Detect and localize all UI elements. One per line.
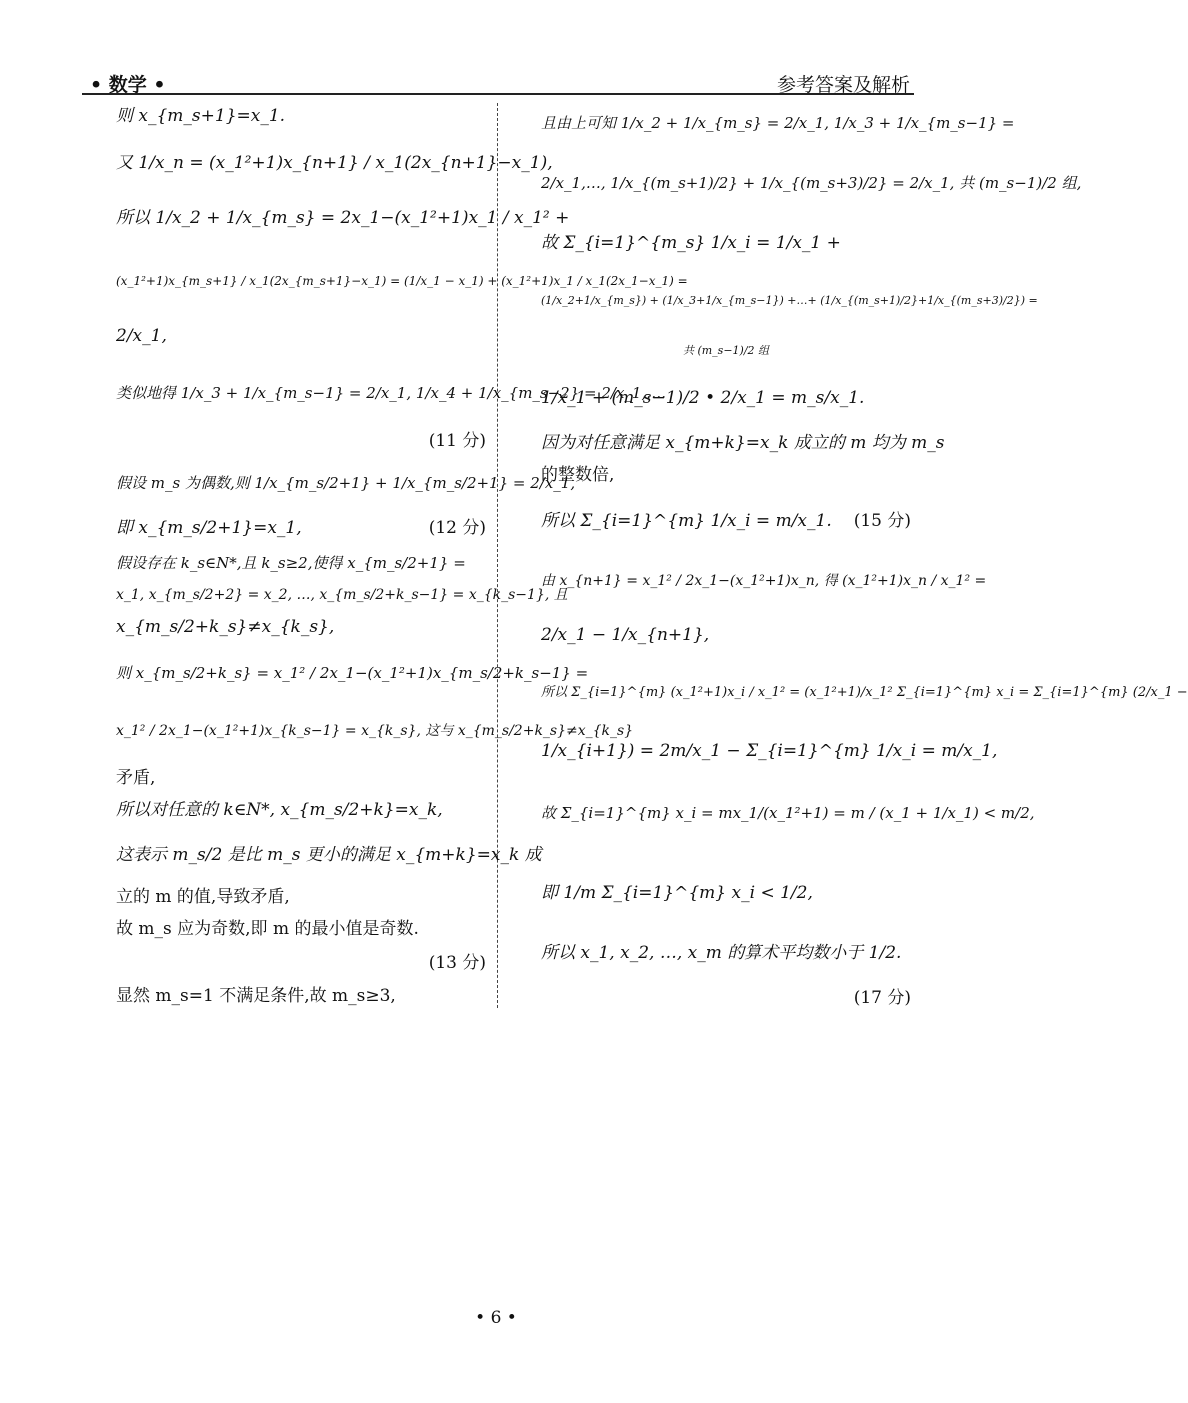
solution-line: 故 Σ_{i=1}^{m} x_i = mx_1/(x_1²+1) = m / (x_1 + 1/x_1) < m/2, xyxy=(541,804,1035,822)
solution-line: 且由上可知 1/x_2 + 1/x_{m_s} = 2/x_1, 1/x_3 + 1/x_{m_s−1} = xyxy=(541,114,1015,132)
solution-line: 所以 Σ_{i=1}^{m} (x_1²+1)x_i / x_1² = (x_1²+1)/x_1² Σ_{i=1}^{m} x_i = Σ_{i=1}^{m} (2/x_1 − xyxy=(541,685,1188,700)
column-divider xyxy=(497,103,498,1008)
solution-line: 类似地得 1/x_3 + 1/x_{m_s−1} = 2/x_1, 1/x_4 + 1/x_{m_s−2} = 2/x_1,…. xyxy=(116,384,667,402)
solution-line: 由 x_{n+1} = x_1² / 2x_1−(x_1²+1)x_n, 得 (x_1²+1)x_n / x_1² = xyxy=(541,573,987,589)
solution-line: 即 x_{m_s/2+1}=x_1, xyxy=(116,518,302,538)
solution-line: 所以 x_1, x_2, …, x_m 的算术平均数小于 1/2. xyxy=(541,943,902,963)
solution-line: 即 1/m Σ_{i=1}^{m} x_i < 1/2, xyxy=(541,883,813,903)
score-mark: (17 分) xyxy=(853,988,911,1008)
solution-line: 故 m_s 应为奇数,即 m 的最小值是奇数. xyxy=(116,919,419,939)
solution-line: 矛盾, xyxy=(116,768,156,788)
solution-line: 则 x_{m_s+1}=x_1. xyxy=(116,106,286,126)
solution-line: 1/x_{i+1}) = 2m/x_1 − Σ_{i=1}^{m} 1/x_i = m/x_1, xyxy=(541,741,998,761)
score-mark: (11 分) xyxy=(428,431,486,451)
solution-line: 故 Σ_{i=1}^{m_s} 1/x_i = 1/x_1 + xyxy=(541,233,841,253)
header-section: 参考答案及解析 xyxy=(776,74,910,96)
solution-line: x_1, x_{m_s/2+2} = x_2, …, x_{m_s/2+k_s−1} = x_{k_s−1}, 且 xyxy=(116,587,568,603)
solution-line: (1/x_2+1/x_{m_s}) + (1/x_3+1/x_{m_s−1}) +…+ (1/x_{(m_s+1)/2}+1/x_{(m_s+3)/2}) = xyxy=(541,294,1038,307)
right-column xyxy=(541,0,1188,1403)
solution-line: 的整数倍, xyxy=(541,465,615,485)
solution-line: 1/x_1 + (m_s−1)/2 • 2/x_1 = m_s/x_1. xyxy=(541,388,865,408)
solution-line: 所以对任意的 k∈N*, x_{m_s/2+k}=x_k, xyxy=(116,800,443,820)
solution-line: 2/x_1,…, 1/x_{(m_s+1)/2} + 1/x_{(m_s+3)/2} = 2/x_1, 共 (m_s−1)/2 组, xyxy=(541,174,1082,192)
solution-line: 2/x_1, xyxy=(116,326,167,346)
score-mark: (15 分) xyxy=(853,511,911,531)
page-number: • 6 • xyxy=(475,1308,517,1328)
solution-line: 所以 Σ_{i=1}^{m} 1/x_i = m/x_1. xyxy=(541,511,832,531)
score-mark: (13 分) xyxy=(428,953,486,973)
header-subject: • 数学 • xyxy=(90,74,166,96)
solution-line: (x_1²+1)x_{m_s+1} / x_1(2x_{m_s+1}−x_1) = (1/x_1 − x_1) + (x_1²+1)x_1 / x_1(2x_1−x_1) = xyxy=(116,274,688,288)
solution-line: 立的 m 的值,导致矛盾, xyxy=(116,887,290,907)
solution-line: 2/x_1 − 1/x_{n+1}, xyxy=(541,625,710,645)
solution-line: 因为对任意满足 x_{m+k}=x_k 成立的 m 均为 m_s xyxy=(541,433,945,453)
solution-line: 显然 m_s=1 不满足条件,故 m_s≥3, xyxy=(116,986,396,1006)
solution-line: x_1² / 2x_1−(x_1²+1)x_{k_s−1} = x_{k_s}, 这与 x_{m_s/2+k_s}≠x_{k_s} xyxy=(116,723,634,739)
solution-line: 假设存在 k_s∈N*,且 k_s≥2,使得 x_{m_s/2+1} = xyxy=(116,554,466,572)
solution-line: 又 1/x_n = (x_1²+1)x_{n+1} / x_1(2x_{n+1}−x_1), xyxy=(116,153,553,173)
group-count-label: 共 (m_s−1)/2 组 xyxy=(682,344,770,357)
solution-line: x_{m_s/2+k_s}≠x_{k_s}, xyxy=(116,617,335,637)
score-mark: (12 分) xyxy=(428,518,486,538)
solution-line: 这表示 m_s/2 是比 m_s 更小的满足 x_{m+k}=x_k 成 xyxy=(116,845,542,865)
solution-line: 所以 1/x_2 + 1/x_{m_s} = 2x_1−(x_1²+1)x_1 / x_1² + xyxy=(116,208,570,228)
solution-line: 则 x_{m_s/2+k_s} = x_1² / 2x_1−(x_1²+1)x_{m_s/2+k_s−1} = xyxy=(116,664,589,682)
solution-line: 假设 m_s 为偶数,则 1/x_{m_s/2+1} + 1/x_{m_s/2+1} = 2/x_1, xyxy=(116,474,576,492)
